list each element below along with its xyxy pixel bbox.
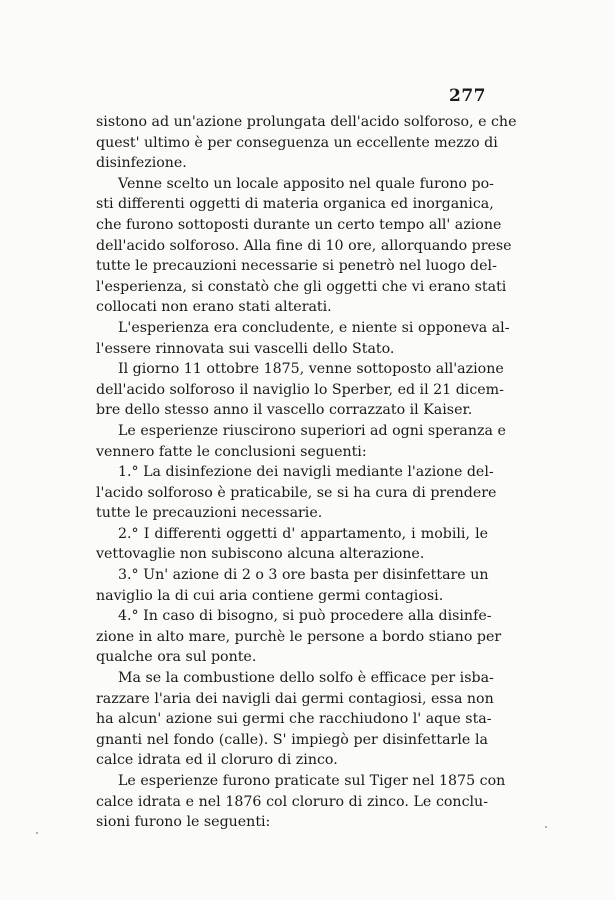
text-line: 4.° In caso di bisogno, si può procedere alla disinfe-: [118, 608, 492, 625]
text-line: calce idrata ed il cloruro di zinco.: [96, 752, 338, 769]
text-line: vettovaglie non subiscono alcuna alterazione.: [96, 546, 425, 563]
text-line: 3.° Un' azione di 2 o 3 ore basta per disinfettare un: [118, 567, 489, 584]
text-line: Venne scelto un locale apposito nel quale furono po-: [118, 175, 494, 192]
text-line: zione in alto mare, purchè le persone a bordo stiano per: [96, 628, 502, 645]
text-line: sti differenti oggetti di materia organica ed inorganica,: [96, 196, 494, 213]
text-line: l'esperienza, si constatò che gli oggetti che vi erano stati: [96, 278, 507, 295]
page-number: 277: [449, 86, 486, 106]
text-line: razzare l'aria dei navigli dai germi contagiosi, essa non: [96, 690, 494, 707]
text-line: che furono sottoposti durante un certo tempo all' azione: [96, 216, 502, 233]
text-line: calce idrata e nel 1876 col cloruro di zinco. Le conclu-: [96, 793, 488, 810]
text-line: naviglio la di cui aria contiene germi contagiosi.: [96, 587, 444, 604]
paper-speck: [36, 832, 38, 834]
text-line: l'acido solforoso è praticabile, se si ha cura di prendere: [96, 484, 497, 501]
text-line: Le esperienze riuscirono superiori ad ogni speranza e: [118, 422, 506, 439]
text-line: tutte le precauzioni necessarie.: [96, 505, 323, 522]
text-line: quest' ultimo è per conseguenza un eccellente mezzo di: [96, 134, 498, 151]
text-line: L'esperienza era concludente, e niente si opponeva al-: [118, 319, 510, 336]
text-line: vennero fatte le conclusioni seguenti:: [96, 443, 367, 460]
text-line: 1.° La disinfezione dei navigli mediante l'azione del-: [118, 464, 494, 481]
text-line: dell'acido solforoso. Alla fine di 10 ore, allorquando prese: [96, 237, 512, 254]
text-line: Ma se la combustione dello solfo è efficace per isba-: [118, 670, 494, 687]
text-line: qualche ora sul ponte.: [96, 649, 257, 666]
text-line: dell'acido solforoso il naviglio lo Sperber, ed il 21 dicem-: [96, 381, 504, 398]
text-line: disinfezione.: [96, 155, 187, 172]
text-line: ha alcun' azione sui germi che racchiudono l' aque sta-: [96, 711, 492, 728]
text-line: sistono ad un'azione prolungata dell'acido solforoso, e che: [96, 114, 517, 130]
text-line: l'essere rinnovata sui vascelli dello Stato.: [96, 340, 395, 357]
text-line: sioni furono le seguenti:: [96, 814, 271, 831]
body-text: [96, 112, 517, 833]
text-line: Le esperienze furono praticate sul Tiger nel 1875 con: [118, 773, 506, 789]
text-line: tutte le precauzioni necessarie si penetrò nel luogo del-: [96, 258, 497, 275]
paper-speck: [545, 826, 547, 828]
text-line: 2.° I differenti oggetti d' appartamento, i mobili, le: [118, 525, 488, 542]
text-line: collocati non erano stati alterati.: [96, 299, 332, 316]
text-line: gnanti nel fondo (calle). S' impiegò per disinfettarle la: [96, 731, 488, 748]
text-line: bre dello stesso anno il vascello corrazzato il Kaiser.: [96, 402, 473, 419]
text-line: Il giorno 11 ottobre 1875, venne sottoposto all'azione: [118, 361, 504, 378]
